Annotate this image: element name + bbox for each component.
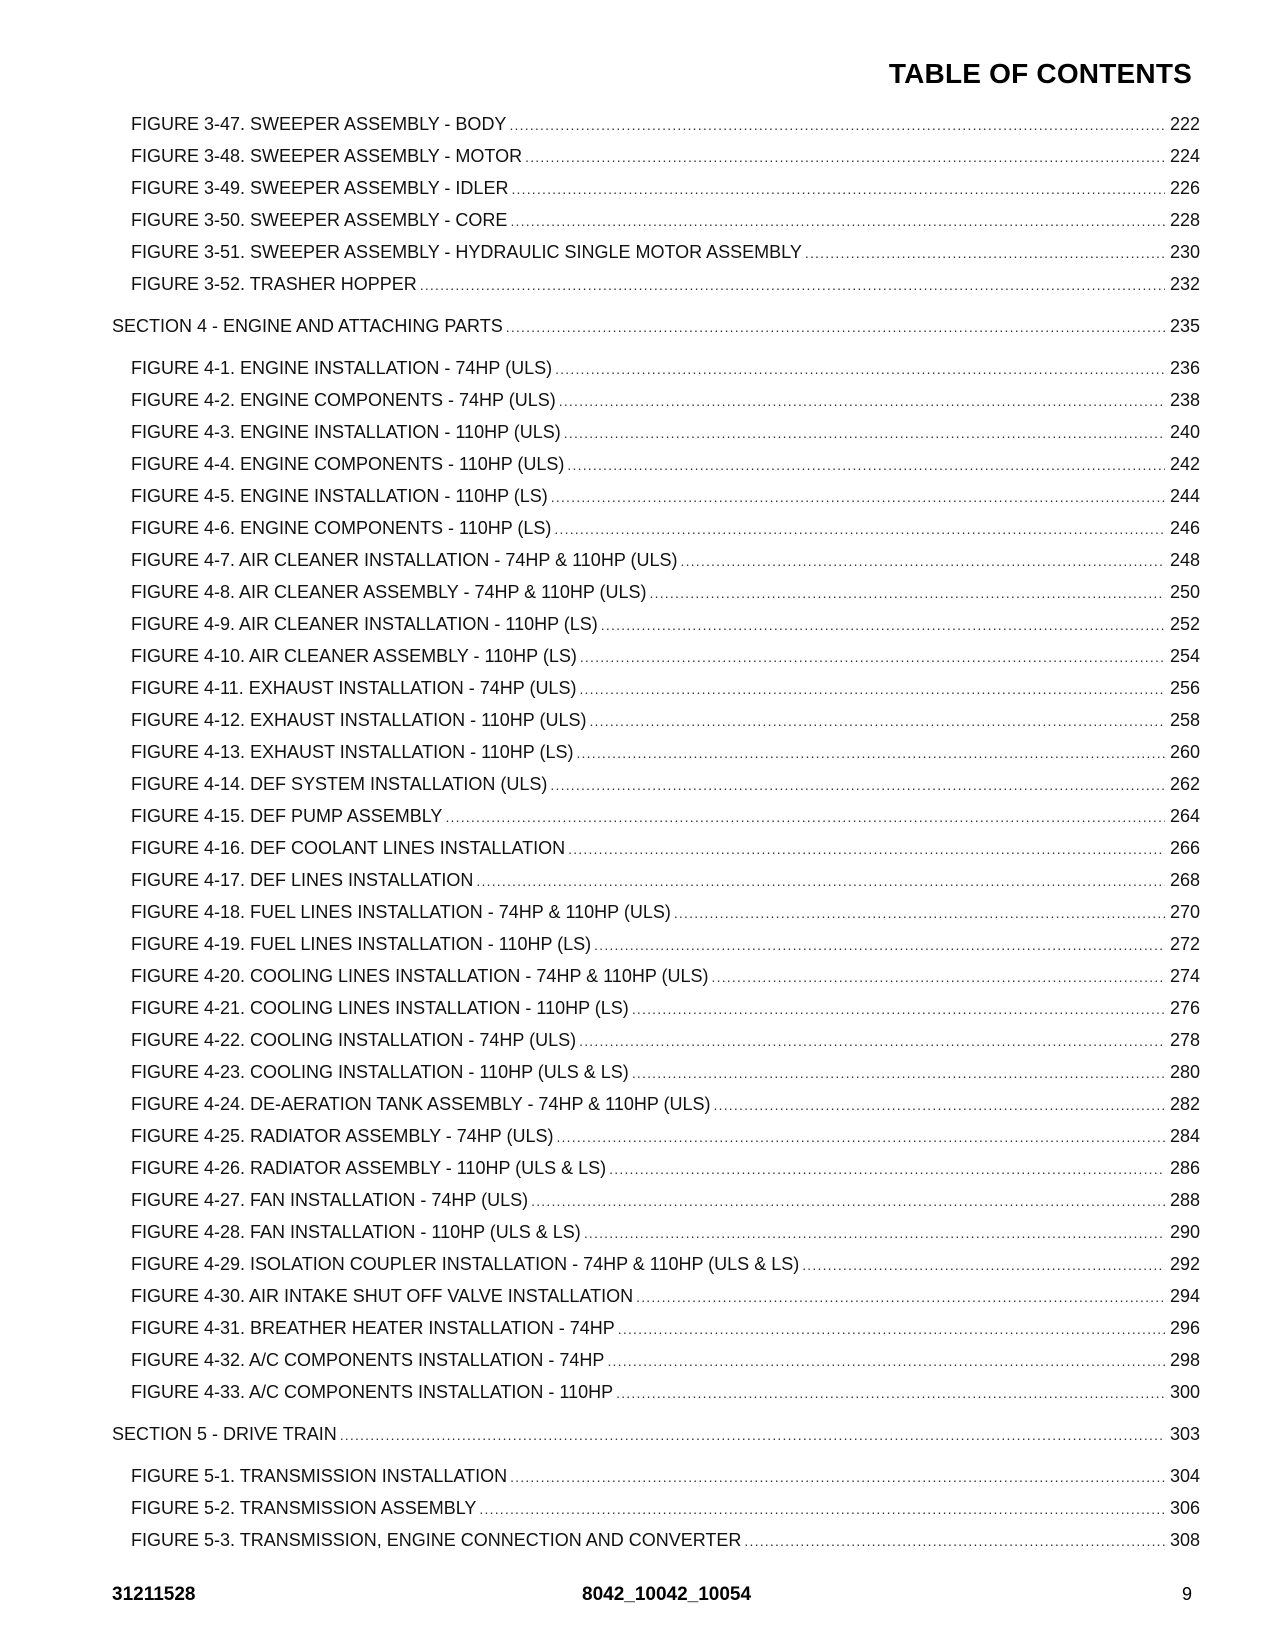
toc-entry-page: 266: [1169, 838, 1200, 858]
dot-leader: [712, 961, 1165, 993]
toc-figure-entry[interactable]: [112, 960, 1200, 992]
toc-entry-label: FIGURE 4-1. ENGINE INSTALLATION - 74HP (ULS): [131, 358, 553, 378]
dot-leader: [579, 1025, 1165, 1057]
toc-entry-label: FIGURE 4-9. AIR CLEANER INSTALLATION - 110HP (LS): [131, 614, 598, 634]
toc-entry-label: FIGURE 4-12. EXHAUST INSTALLATION - 110HP (ULS): [131, 710, 587, 730]
dot-leader: [632, 993, 1165, 1025]
toc-entry-label: FIGURE 4-22. COOLING INSTALLATION - 74HP (ULS): [131, 1030, 577, 1050]
toc-entry-page: 232: [1169, 274, 1200, 294]
dot-leader: [550, 769, 1165, 801]
toc-entry-label: FIGURE 4-30. AIR INTAKE SHUT OFF VALVE INSTALLATION: [131, 1286, 634, 1306]
toc-figure-entry[interactable]: [112, 576, 1200, 608]
toc-entry-label: FIGURE 4-15. DEF PUMP ASSEMBLY: [131, 806, 443, 826]
toc-figure-entry[interactable]: [112, 236, 1200, 268]
toc-figure-entry[interactable]: [112, 832, 1200, 864]
dot-leader: [568, 833, 1165, 865]
dot-leader: [618, 1313, 1165, 1345]
toc-entry-page: 304: [1169, 1466, 1200, 1486]
toc-figure-entry[interactable]: [112, 268, 1200, 300]
toc-entry-page: 290: [1169, 1222, 1200, 1242]
dot-leader: [525, 141, 1165, 173]
dot-leader: [509, 109, 1165, 141]
toc-figure-entry[interactable]: [112, 1492, 1200, 1524]
toc-entry-label: FIGURE 4-18. FUEL LINES INSTALLATION - 74HP & 110HP (ULS): [131, 902, 671, 922]
toc-figure-entry[interactable]: [112, 1216, 1200, 1248]
toc-figure-entry[interactable]: [112, 1376, 1200, 1408]
dot-leader: [564, 417, 1165, 449]
toc-figure-entry[interactable]: [112, 1312, 1200, 1344]
toc-entry-label: FIGURE 4-23. COOLING INSTALLATION - 110HP (ULS & LS): [131, 1062, 629, 1082]
toc-entry-label: FIGURE 3-48. SWEEPER ASSEMBLY - MOTOR: [131, 146, 523, 166]
toc-entry-label: FIGURE 4-33. A/C COMPONENTS INSTALLATION - 110HP: [131, 1382, 614, 1402]
toc-entry-page: 272: [1169, 934, 1200, 954]
dot-leader: [551, 481, 1165, 513]
dot-leader: [609, 1153, 1165, 1185]
toc-figure-entry[interactable]: [112, 108, 1200, 140]
toc-entry-page: 262: [1169, 774, 1200, 794]
footer-doc-number: 31211528: [112, 1584, 196, 1605]
toc-entry-label: FIGURE 5-3. TRANSMISSION, ENGINE CONNECTION AND CONVERTER: [131, 1530, 742, 1550]
toc-figure-entry[interactable]: [112, 992, 1200, 1024]
toc-entry-page: 268: [1169, 870, 1200, 890]
toc-entry-label: FIGURE 4-10. AIR CLEANER ASSEMBLY - 110HP (LS): [131, 646, 577, 666]
dot-leader: [420, 269, 1165, 301]
toc-entry-page: 258: [1169, 710, 1200, 730]
toc-figure-entry[interactable]: [112, 384, 1200, 416]
toc-figure-entry[interactable]: [112, 704, 1200, 736]
footer-page-number: 9: [1181, 1584, 1192, 1604]
toc-figure-entry[interactable]: [112, 1344, 1200, 1376]
toc-entry-label: FIGURE 4-11. EXHAUST INSTALLATION - 74HP (ULS): [131, 678, 577, 698]
toc-entry-label: FIGURE 3-47. SWEEPER ASSEMBLY - BODY: [131, 114, 507, 134]
toc-figure-entry[interactable]: [112, 736, 1200, 768]
dot-leader: [511, 173, 1165, 205]
toc-entry-page: 284: [1169, 1126, 1200, 1146]
dot-leader: [714, 1089, 1165, 1121]
toc-figure-entry[interactable]: [112, 172, 1200, 204]
toc-entry-page: 282: [1169, 1094, 1200, 1114]
toc-entry-page: 264: [1169, 806, 1200, 826]
toc-entry-label: FIGURE 4-20. COOLING LINES INSTALLATION - 74HP & 110HP (ULS): [131, 966, 709, 986]
toc-figure-entry[interactable]: [112, 204, 1200, 236]
toc-entry-page: 238: [1169, 390, 1200, 410]
toc-entry-label: FIGURE 4-16. DEF COOLANT LINES INSTALLATION: [131, 838, 566, 858]
dot-leader: [636, 1281, 1165, 1313]
toc-entry-label: FIGURE 4-7. AIR CLEANER INSTALLATION - 74HP & 110HP (ULS): [131, 550, 678, 570]
toc-figure-entry[interactable]: [112, 480, 1200, 512]
toc-figure-entry[interactable]: [112, 1120, 1200, 1152]
toc-entry-page: 278: [1169, 1030, 1200, 1050]
toc-entry-label: FIGURE 4-2. ENGINE COMPONENTS - 74HP (ULS): [131, 390, 556, 410]
toc-figure-entry[interactable]: [112, 1248, 1200, 1280]
toc-entry-label: FIGURE 3-50. SWEEPER ASSEMBLY - CORE: [131, 210, 508, 230]
toc-entry-label: FIGURE 4-19. FUEL LINES INSTALLATION - 110HP (LS): [131, 934, 592, 954]
dot-leader: [744, 1525, 1165, 1557]
toc-entry-label: FIGURE 4-8. AIR CLEANER ASSEMBLY - 74HP & 110HP (ULS): [131, 582, 647, 602]
footer-model-code: 8042_10042_10054: [582, 1584, 752, 1605]
dot-leader: [556, 1121, 1165, 1153]
toc-entry-page: 222: [1169, 114, 1200, 134]
toc-entry-page: 276: [1169, 998, 1200, 1018]
toc-entry-page: 248: [1169, 550, 1200, 570]
dot-leader: [805, 237, 1165, 269]
toc-entry-page: 270: [1169, 902, 1200, 922]
dot-leader: [445, 801, 1165, 833]
dot-leader: [616, 1377, 1165, 1409]
dot-leader: [601, 609, 1165, 641]
toc-entry-page: 256: [1169, 678, 1200, 698]
toc-figure-entry[interactable]: [112, 1524, 1200, 1556]
toc-figure-entry[interactable]: [112, 928, 1200, 960]
toc-figure-entry[interactable]: [112, 352, 1200, 384]
toc-entry-page: 224: [1169, 146, 1200, 166]
toc-entry-label: FIGURE 3-52. TRASHER HOPPER: [131, 274, 417, 294]
toc-entry-label: FIGURE 4-5. ENGINE INSTALLATION - 110HP (LS): [131, 486, 548, 506]
toc-entry-label: FIGURE 4-6. ENGINE COMPONENTS - 110HP (LS): [131, 518, 552, 538]
toc-figure-entry[interactable]: [112, 1460, 1200, 1492]
toc-entry-label: SECTION 5 - DRIVE TRAIN: [112, 1424, 337, 1444]
dot-leader: [555, 353, 1165, 385]
toc-entry-page: 286: [1169, 1158, 1200, 1178]
dot-leader: [579, 673, 1165, 705]
dot-leader: [589, 705, 1165, 737]
toc-entry-page: 254: [1169, 646, 1200, 666]
dot-leader: [681, 545, 1165, 577]
toc-figure-entry[interactable]: [112, 448, 1200, 480]
toc-entry-label: FIGURE 4-28. FAN INSTALLATION - 110HP (ULS & LS): [131, 1222, 581, 1242]
toc-entry-page: 294: [1169, 1286, 1200, 1306]
toc-entry-page: 240: [1169, 422, 1200, 442]
toc-figure-entry[interactable]: [112, 1152, 1200, 1184]
toc-figure-entry[interactable]: [112, 140, 1200, 172]
toc-entry-label: FIGURE 3-51. SWEEPER ASSEMBLY - HYDRAULIC SINGLE MOTOR ASSEMBLY: [131, 242, 802, 262]
dot-leader: [554, 513, 1165, 545]
toc-entry-label: FIGURE 4-3. ENGINE INSTALLATION - 110HP (ULS): [131, 422, 561, 442]
toc-entry-label: FIGURE 4-24. DE-AERATION TANK ASSEMBLY - 74HP & 110HP (ULS): [131, 1094, 711, 1114]
toc-entry-label: FIGURE 5-2. TRANSMISSION ASSEMBLY: [131, 1498, 477, 1518]
toc-entry-label: FIGURE 4-29. ISOLATION COUPLER INSTALLATION - 74HP & 110HP (ULS & LS): [131, 1254, 800, 1274]
dot-leader: [650, 577, 1165, 609]
toc-entry-page: 288: [1169, 1190, 1200, 1210]
toc-list: [112, 108, 1200, 1556]
dot-leader: [632, 1057, 1165, 1089]
toc-entry-label: FIGURE 4-21. COOLING LINES INSTALLATION - 110HP (LS): [131, 998, 629, 1018]
toc-entry-page: 300: [1169, 1382, 1200, 1402]
dot-leader: [802, 1249, 1165, 1281]
toc-entry-label: FIGURE 4-27. FAN INSTALLATION - 74HP (ULS): [131, 1190, 529, 1210]
dot-leader: [607, 1345, 1165, 1377]
toc-figure-entry[interactable]: [112, 640, 1200, 672]
toc-entry-label: FIGURE 4-25. RADIATOR ASSEMBLY - 74HP (ULS): [131, 1126, 554, 1146]
toc-entry-page: 303: [1169, 1424, 1200, 1444]
dot-leader: [476, 865, 1165, 897]
toc-figure-entry[interactable]: [112, 544, 1200, 576]
toc-entry-page: 260: [1169, 742, 1200, 762]
toc-figure-entry[interactable]: [112, 768, 1200, 800]
toc-figure-entry[interactable]: [112, 896, 1200, 928]
toc-entry-label: FIGURE 4-32. A/C COMPONENTS INSTALLATION - 74HP: [131, 1350, 605, 1370]
toc-entry-label: FIGURE 5-1. TRANSMISSION INSTALLATION: [131, 1466, 508, 1486]
toc-figure-entry[interactable]: [112, 864, 1200, 896]
page-title: TABLE OF CONTENTS: [888, 58, 1192, 89]
toc-figure-entry[interactable]: [112, 1184, 1200, 1216]
toc-entry-label: FIGURE 4-31. BREATHER HEATER INSTALLATION - 74HP: [131, 1318, 615, 1338]
toc-figure-entry[interactable]: [112, 1024, 1200, 1056]
toc-entry-page: 244: [1169, 486, 1200, 506]
toc-entry-label: SECTION 4 - ENGINE AND ATTACHING PARTS: [112, 316, 503, 336]
toc-entry-page: 274: [1169, 966, 1200, 986]
toc-figure-entry[interactable]: [112, 608, 1200, 640]
toc-entry-label: FIGURE 4-26. RADIATOR ASSEMBLY - 110HP (ULS & LS): [131, 1158, 607, 1178]
toc-figure-entry[interactable]: [112, 1056, 1200, 1088]
dot-leader: [510, 205, 1165, 237]
dot-leader: [580, 641, 1165, 673]
dot-leader: [506, 311, 1165, 343]
dot-leader: [584, 1217, 1165, 1249]
toc-figure-entry[interactable]: [112, 800, 1200, 832]
dot-leader: [567, 449, 1165, 481]
toc-entry-page: 306: [1169, 1498, 1200, 1518]
toc-entry-label: FIGURE 4-17. DEF LINES INSTALLATION: [131, 870, 474, 890]
dot-leader: [559, 385, 1165, 417]
toc-figure-entry[interactable]: [112, 416, 1200, 448]
toc-section-entry[interactable]: [112, 310, 1200, 342]
dot-leader: [479, 1493, 1165, 1525]
dot-leader: [674, 897, 1165, 929]
toc-entry-page: 230: [1169, 242, 1200, 262]
toc-entry-page: 296: [1169, 1318, 1200, 1338]
toc-section-entry[interactable]: [112, 1418, 1200, 1450]
toc-entry-label: FIGURE 3-49. SWEEPER ASSEMBLY - IDLER: [131, 178, 509, 198]
toc-entry-page: 228: [1169, 210, 1200, 230]
toc-entry-page: 235: [1169, 316, 1200, 336]
toc-entry-page: 298: [1169, 1350, 1200, 1370]
toc-entry-label: FIGURE 4-13. EXHAUST INSTALLATION - 110HP (LS): [131, 742, 574, 762]
toc-entry-page: 280: [1169, 1062, 1200, 1082]
dot-leader: [594, 929, 1165, 961]
toc-entry-page: 252: [1169, 614, 1200, 634]
dot-leader: [531, 1185, 1165, 1217]
toc-entry-label: FIGURE 4-4. ENGINE COMPONENTS - 110HP (ULS): [131, 454, 565, 474]
dot-leader: [340, 1419, 1165, 1451]
toc-figure-entry[interactable]: [112, 512, 1200, 544]
toc-entry-page: 308: [1169, 1530, 1200, 1550]
toc-entry-page: 250: [1169, 582, 1200, 602]
toc-figure-entry[interactable]: [112, 672, 1200, 704]
dot-leader: [576, 737, 1165, 769]
toc-entry-page: 236: [1169, 358, 1200, 378]
toc-entry-label: FIGURE 4-14. DEF SYSTEM INSTALLATION (ULS): [131, 774, 548, 794]
toc-entry-page: 226: [1169, 178, 1200, 198]
toc-entry-page: 246: [1169, 518, 1200, 538]
toc-entry-page: 292: [1169, 1254, 1200, 1274]
toc-entry-page: 242: [1169, 454, 1200, 474]
dot-leader: [510, 1461, 1165, 1493]
toc-figure-entry[interactable]: [112, 1088, 1200, 1120]
toc-figure-entry[interactable]: [112, 1280, 1200, 1312]
